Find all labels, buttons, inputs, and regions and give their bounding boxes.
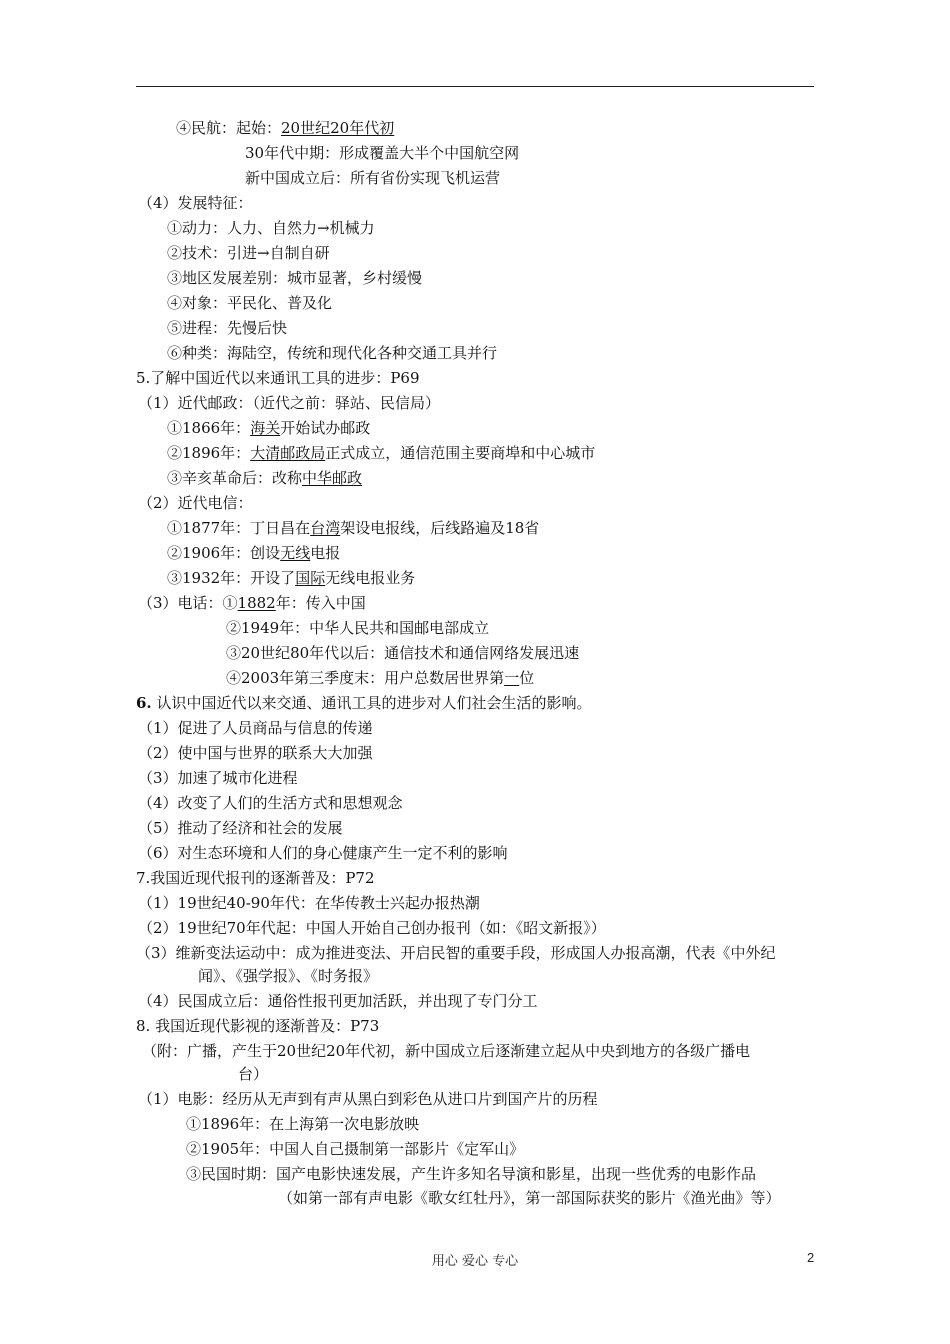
text-segment: ②1949年：中华人民共和国邮电部成立 <box>226 619 490 637</box>
page-number: 2 <box>807 1250 815 1265</box>
text-line <box>245 143 519 163</box>
text-line <box>245 168 500 188</box>
text-line <box>226 643 579 663</box>
underlined-text: 无线 <box>280 544 311 562</box>
text-line <box>167 343 497 363</box>
footer-text: 用心 爱心 专心 <box>431 1254 519 1269</box>
text-line <box>138 991 538 1011</box>
text-segment: 位 <box>519 669 535 687</box>
text-line <box>186 1114 419 1134</box>
text-segment: 电报 <box>310 544 341 562</box>
text-segment: 7.我国近现代报刊的逐渐普及：P72 <box>136 869 375 887</box>
text-segment: ②技术：引进→自制自研 <box>167 244 330 262</box>
text-segment: ①1866年： <box>167 419 251 437</box>
text-line <box>138 593 366 613</box>
text-segment: （2）使中国与世界的联系大大加强 <box>138 744 373 762</box>
text-segment: 架设电报线，后线路遍及18省 <box>340 519 540 537</box>
text-line <box>138 893 480 913</box>
text-segment: （5）推动了经济和社会的发展 <box>138 819 343 837</box>
text-line <box>138 718 373 738</box>
underlined-text: 国际 <box>295 569 326 587</box>
text-segment: 开始试办邮政 <box>280 419 371 437</box>
text-line <box>138 918 606 938</box>
text-line <box>167 518 539 538</box>
text-line <box>136 693 591 713</box>
text-line <box>167 318 287 338</box>
text-line <box>167 268 422 288</box>
text-line <box>186 1164 756 1184</box>
text-segment: （6）对生态环境和人们的身心健康产生一定不利的影响 <box>138 844 508 862</box>
underlined-text: 海关 <box>250 419 281 437</box>
header-rule <box>136 86 814 87</box>
text-line <box>138 793 403 813</box>
text-line <box>186 1139 524 1159</box>
text-segment: （1）促进了人员商品与信息的传递 <box>138 719 373 737</box>
text-segment: （4）民国成立后：通俗性报刊更加活跃，并出现了专门分工 <box>138 992 538 1010</box>
text-segment: ④对象：平民化、普及化 <box>167 294 333 312</box>
text-segment: ①1896年：在上海第一次电影放映 <box>186 1115 420 1133</box>
text-segment: ①1877年：丁日昌在 <box>167 519 311 537</box>
underlined-text: 20世纪20年代初 <box>281 119 395 137</box>
text-segment: 年：传入中国 <box>275 594 366 612</box>
text-line <box>136 868 375 888</box>
text-segment: 台） <box>238 1065 269 1083</box>
text-line <box>167 468 362 488</box>
text-segment: ④2003年第三季度末：用户总数居世界第 <box>226 669 505 687</box>
text-segment: （1）近代邮政：（近代之前：驿站、民信局） <box>138 394 441 412</box>
text-segment: （3）电话：① <box>138 594 238 612</box>
underlined-text: 大清邮政局 <box>250 444 326 462</box>
text-line <box>167 543 340 563</box>
text-segment: 5.了解中国近代以来通讯工具的进步：P69 <box>136 369 420 387</box>
underlined-text: 一 <box>504 669 520 687</box>
text-line <box>167 218 375 238</box>
text-line <box>176 118 394 138</box>
underlined-text: 1882 <box>237 594 276 612</box>
text-segment: （4）发展特征： <box>138 194 253 212</box>
text-line <box>226 668 534 688</box>
text-line <box>136 943 776 963</box>
text-segment: 认识中国近代以来交通、通讯工具的进步对人们社会生活的影响。 <box>151 694 592 712</box>
text-line <box>198 966 378 986</box>
text-line <box>167 443 595 463</box>
text-line <box>167 568 415 588</box>
text-segment: ③1932年：开设了 <box>167 569 296 587</box>
text-segment: 8. 我国近现代影视的逐渐普及：P73 <box>136 1017 380 1035</box>
text-line <box>138 843 508 863</box>
text-line <box>138 818 343 838</box>
underlined-text: 中华邮政 <box>302 469 363 487</box>
text-line <box>138 393 440 413</box>
text-segment: （1）19世纪40-90年代：在华传教士兴起办报热潮 <box>138 894 480 912</box>
text-segment: （附：广播，产生于20世纪20年代初，新中国成立后逐渐建立起从中央到地方的各级广播电 <box>142 1042 751 1060</box>
text-segment: ③地区发展差别：城市显著，乡村缓慢 <box>167 269 423 287</box>
text-segment: ③民国时期：国产电影快速发展，产生许多知名导演和影星，出现一些优秀的电影作品 <box>186 1165 757 1183</box>
text-segment: （3）维新变法运动中：成为推进变法、开启民智的重要手段，形成国人办报高潮，代表《中外纪 <box>136 944 776 962</box>
text-segment: ⑥种类：海陆空，传统和现代化各种交通工具并行 <box>167 344 498 362</box>
text-line <box>138 743 373 763</box>
text-segment: 新中国成立后：所有省份实现飞机运营 <box>245 169 501 187</box>
text-segment: ②1905年：中国人自己摄制第一部影片《定军山》 <box>186 1140 525 1158</box>
text-line <box>238 1064 268 1084</box>
text-segment: （4）改变了人们的生活方式和思想观念 <box>138 794 403 812</box>
text-line <box>226 618 489 638</box>
text-segment: ②1896年： <box>167 444 251 462</box>
text-line <box>278 1188 781 1208</box>
text-line <box>138 768 298 788</box>
text-segment: ⑤进程：先慢后快 <box>167 319 288 337</box>
text-line <box>138 193 253 213</box>
text-segment: ④民航：起始： <box>176 119 282 137</box>
text-line <box>136 368 420 388</box>
text-line <box>138 493 253 513</box>
text-segment: 30年代中期：形成覆盖大半个中国航空网 <box>245 144 520 162</box>
text-line <box>136 1016 379 1036</box>
text-segment: （1）电影：经历从无声到有声从黑白到彩色从进口片到国产片的历程 <box>138 1090 598 1108</box>
text-segment: 正式成立，通信范围主要商埠和中心城市 <box>325 444 596 462</box>
text-segment: ③辛亥革命后：改称 <box>167 469 303 487</box>
underlined-text: 台湾 <box>310 519 341 537</box>
text-segment: 6. <box>136 694 152 712</box>
text-line <box>138 1089 598 1109</box>
text-line <box>167 243 330 263</box>
text-segment: 闻》、《强学报》、《时务报》 <box>198 967 379 985</box>
text-segment: ③20世纪80年代以后：通信技术和通信网络发展迅速 <box>226 644 580 662</box>
text-segment: （2）近代电信： <box>138 494 253 512</box>
text-segment: （3）加速了城市化进程 <box>138 769 298 787</box>
text-segment: （如第一部有声电影《歌女红牡丹》，第一部国际获奖的影片《渔光曲》等） <box>278 1189 781 1207</box>
text-line <box>167 418 370 438</box>
text-segment: ①动力：人力、自然力→机械力 <box>167 219 375 237</box>
text-line <box>142 1041 750 1061</box>
text-segment: 无线电报业务 <box>325 569 416 587</box>
text-segment: ②1906年：创设 <box>167 544 281 562</box>
text-line <box>167 293 332 313</box>
text-segment: （2）19世纪70年代起：中国人开始自己创办报刊（如：《昭文新报》） <box>138 919 606 937</box>
